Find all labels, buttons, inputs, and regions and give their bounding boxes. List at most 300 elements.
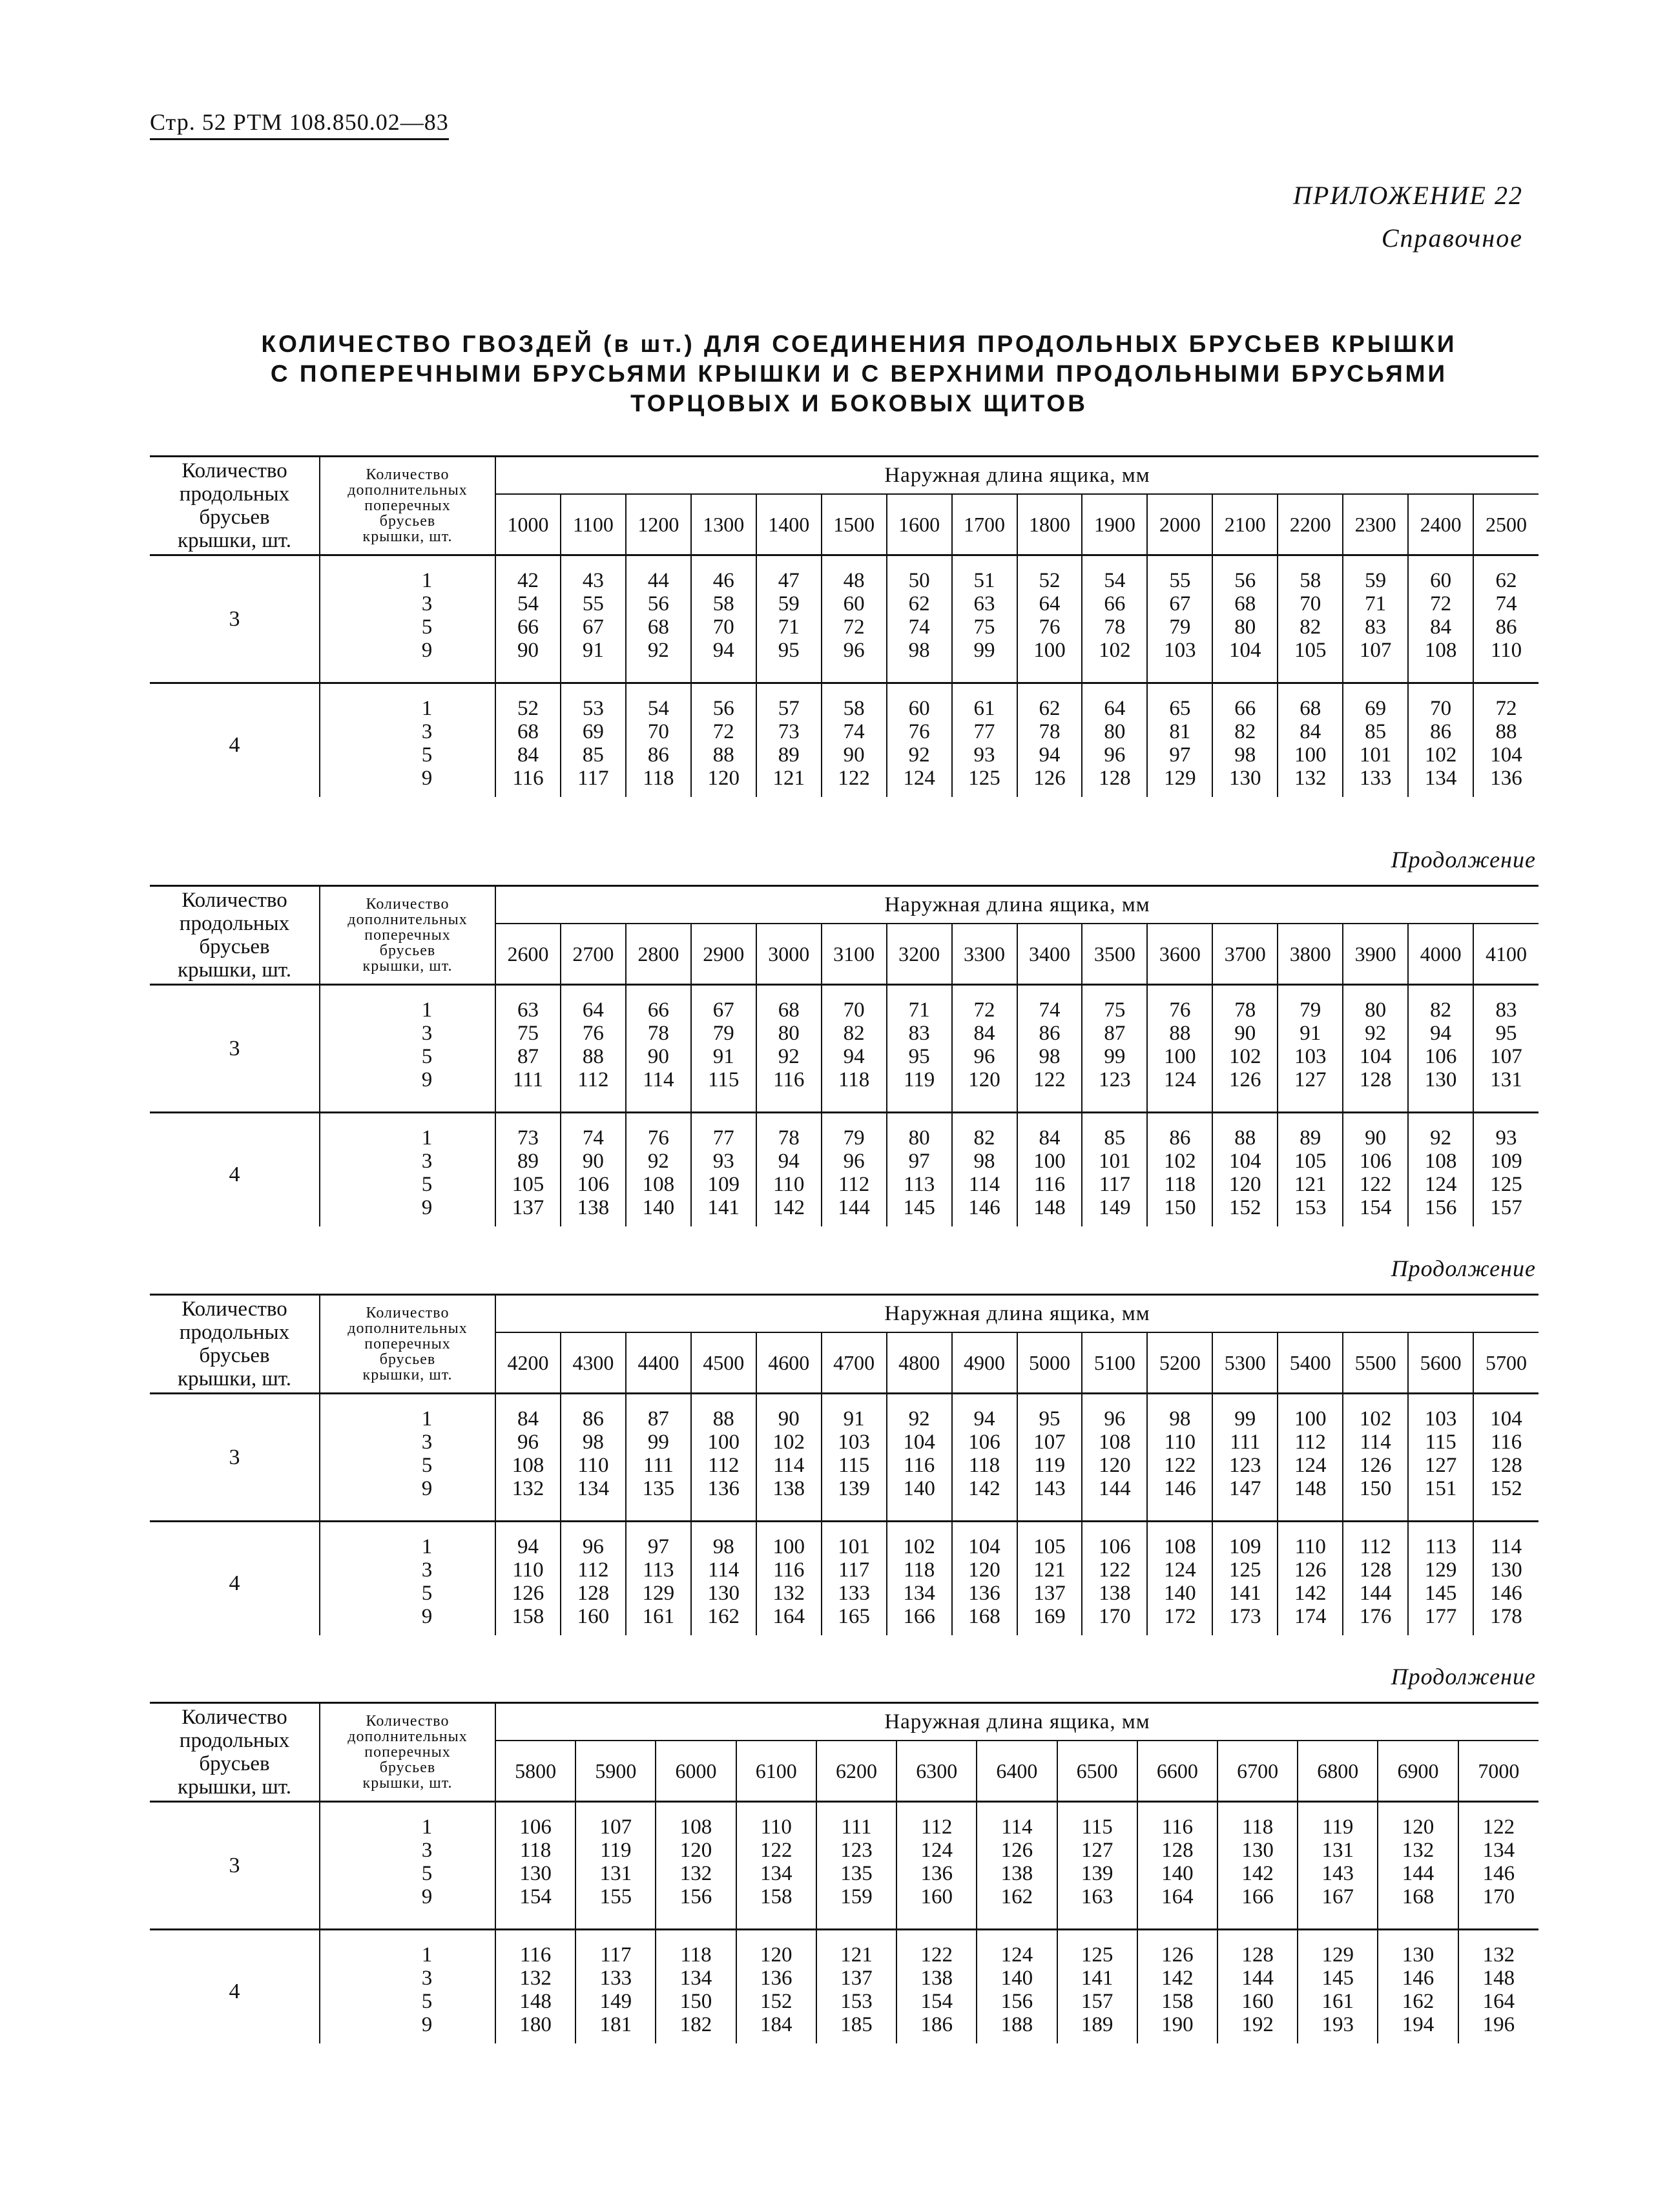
nail-table-2: [150, 885, 1538, 1226]
nail-count-value: 111: [841, 1815, 872, 1839]
nail-count-value: 68: [1234, 592, 1256, 615]
nail-count-value: 96: [843, 639, 865, 662]
nail-count-cell: [1408, 1113, 1473, 1227]
extra-header-line: дополнительных: [347, 1320, 468, 1337]
nail-count-value: 112: [921, 1815, 953, 1839]
nail-count-value: 110: [512, 1558, 544, 1582]
nail-count-cell: [822, 1113, 887, 1227]
nail-count-value: 88: [712, 1407, 734, 1431]
extra-count-value: 1: [421, 1407, 433, 1431]
nail-count-value: 133: [599, 1967, 632, 1990]
nail-count-value: 78: [1234, 998, 1256, 1022]
nail-count-value: 128: [1099, 767, 1131, 790]
extra-header-line: поперечных: [364, 497, 451, 514]
extra-header-line: крышки, шт.: [362, 958, 453, 975]
nail-count-value: 158: [1161, 1990, 1194, 2013]
nail-count-cell: [1082, 1394, 1147, 1522]
nail-count-value: 89: [778, 743, 800, 767]
nail-count-value: 64: [1039, 592, 1061, 615]
nail-count-value: 194: [1402, 2013, 1435, 2036]
nail-count-value: 84: [517, 1407, 539, 1431]
nail-count-cell: [952, 683, 1017, 798]
nail-count-value: 75: [517, 1022, 539, 1045]
nail-count-value: 138: [1099, 1582, 1131, 1605]
nail-count-value: 99: [1234, 1407, 1256, 1431]
nail-count-value: 72: [973, 998, 995, 1022]
extra-count-cell: [320, 1930, 495, 2044]
extra-count-value: 1: [421, 1943, 433, 1967]
nail-count-cell: [952, 1113, 1017, 1227]
nail-count-value: 166: [1241, 1885, 1274, 1908]
extra-header-line: крышки, шт.: [362, 1367, 453, 1383]
nail-count-value: 98: [908, 639, 930, 662]
nail-count-value: 152: [1490, 1477, 1522, 1500]
nail-count-cell: [977, 1802, 1057, 1930]
length-column-header: 6600: [1137, 1741, 1217, 1802]
nail-count-value: 172: [1164, 1605, 1196, 1628]
nail-count-cell: [575, 1802, 656, 1930]
extra-count-value: 5: [421, 1454, 433, 1477]
nail-table-3: [150, 1294, 1538, 1635]
table-row: [150, 1930, 1538, 2044]
nail-count-value: 114: [1360, 1431, 1391, 1454]
nail-count-value: 47: [778, 569, 800, 592]
length-column-header: 1900: [1082, 494, 1147, 555]
nail-count-value: 115: [838, 1454, 870, 1477]
nail-count-value: 55: [1169, 569, 1191, 592]
nail-count-value: 57: [778, 697, 800, 720]
table-row: [150, 1522, 1538, 1636]
nail-count-cell: [561, 985, 626, 1113]
table-row: [150, 985, 1538, 1113]
nail-count-value: 85: [1104, 1126, 1126, 1150]
nail-count-value: 90: [1365, 1126, 1387, 1150]
nail-count-value: 184: [760, 2013, 792, 2036]
nail-count-value: 123: [1229, 1454, 1261, 1477]
nail-count-value: 134: [760, 1862, 792, 1885]
nail-count-value: 120: [968, 1558, 1000, 1582]
rows-header-line: продольных: [179, 1729, 290, 1752]
nail-count-value: 124: [1424, 1173, 1457, 1196]
nail-count-cell: [626, 985, 691, 1113]
nail-count-cell: [1212, 985, 1278, 1113]
nail-count-value: 126: [1161, 1943, 1194, 1967]
nail-count-value: 97: [647, 1535, 669, 1558]
nail-count-value: 84: [517, 743, 539, 767]
nail-count-value: 118: [968, 1454, 1000, 1477]
nail-count-value: 120: [707, 767, 740, 790]
length-column-header: 4600: [756, 1332, 822, 1394]
nail-count-value: 192: [1241, 2013, 1274, 2036]
length-column-header: 4100: [1473, 924, 1538, 985]
nail-count-value: 105: [512, 1173, 544, 1196]
extra-header-line: поперечных: [364, 1336, 451, 1352]
extra-header-line: дополнительных: [347, 911, 468, 928]
nail-count-cell: [1147, 555, 1212, 683]
document-title: [245, 329, 1473, 419]
header-underline: [150, 138, 449, 140]
nail-count-value: 109: [1229, 1535, 1261, 1558]
nail-count-value: 161: [642, 1605, 675, 1628]
nail-count-value: 132: [512, 1477, 544, 1500]
nail-count-value: 46: [712, 569, 734, 592]
extra-header-line: Количество: [366, 1305, 450, 1321]
nail-count-cell: [656, 1802, 736, 1930]
nail-count-value: 80: [778, 1022, 800, 1045]
length-column-header: 5900: [575, 1741, 656, 1802]
extra-count-value: 5: [421, 1862, 433, 1885]
nail-count-value: 142: [1161, 1967, 1194, 1990]
nail-count-cell: [1212, 555, 1278, 683]
nail-count-value: 133: [1359, 767, 1392, 790]
nail-count-value: 88: [1234, 1126, 1256, 1150]
extra-header: [320, 1295, 495, 1394]
nail-count-value: 104: [968, 1535, 1000, 1558]
nail-count-cell: [887, 1394, 952, 1522]
nail-count-cell: [822, 1394, 887, 1522]
nail-count-value: 136: [968, 1582, 1000, 1605]
nail-count-value: 146: [1482, 1862, 1515, 1885]
nail-count-value: 83: [1365, 615, 1387, 639]
length-column-header: 2900: [691, 924, 756, 985]
nail-count-value: 154: [920, 1990, 953, 2013]
nail-count-value: 97: [908, 1150, 930, 1173]
nail-count-value: 189: [1081, 2013, 1113, 2036]
nail-count-value: 91: [582, 639, 604, 662]
length-header: Наружная длина ящика, мм: [495, 1703, 1538, 1741]
nail-count-value: 132: [1294, 767, 1327, 790]
nail-count-value: 56: [1234, 569, 1256, 592]
nail-count-cell: [816, 1930, 896, 2044]
nail-count-value: 112: [708, 1454, 740, 1477]
nail-count-value: 94: [1039, 743, 1061, 767]
nail-count-value: 116: [903, 1454, 935, 1477]
extra-count-cell: [320, 1802, 495, 1930]
nail-count-value: 122: [920, 1943, 953, 1967]
nail-count-value: 186: [920, 2013, 953, 2036]
nail-count-value: 99: [973, 639, 995, 662]
nail-count-value: 86: [647, 743, 669, 767]
nail-count-value: 152: [760, 1990, 792, 2013]
nail-count-value: 130: [519, 1862, 552, 1885]
nail-count-cell: [756, 1394, 822, 1522]
nail-count-cell: [1278, 555, 1343, 683]
nail-count-value: 161: [1321, 1990, 1354, 2013]
extra-count-value: 3: [421, 1558, 433, 1582]
nail-count-value: 124: [1000, 1943, 1033, 1967]
nail-count-value: 86: [582, 1407, 604, 1431]
nail-count-value: 72: [843, 615, 865, 639]
extra-count-value: 5: [421, 1045, 433, 1068]
extra-header: [320, 1703, 495, 1802]
nail-count-value: 123: [840, 1839, 873, 1862]
nail-count-value: 112: [577, 1068, 609, 1091]
nail-count-value: 76: [1169, 998, 1191, 1022]
nail-count-cell: [1473, 683, 1538, 798]
nail-count-value: 105: [1033, 1535, 1066, 1558]
nail-count-cell: [977, 1930, 1057, 2044]
length-column-header: 2500: [1473, 494, 1538, 555]
nail-count-cell: [756, 555, 822, 683]
extra-count-cell: [320, 555, 495, 683]
nail-count-value: 131: [599, 1862, 632, 1885]
nail-count-cell: [1082, 1113, 1147, 1227]
nail-count-value: 144: [1402, 1862, 1435, 1885]
nail-count-value: 146: [1164, 1477, 1196, 1500]
nail-count-value: 147: [1229, 1477, 1261, 1500]
extra-count-cell: [320, 1522, 495, 1636]
nail-count-value: 102: [903, 1535, 935, 1558]
extra-count-value: 9: [421, 2013, 433, 2036]
nail-count-value: 118: [1241, 1815, 1274, 1839]
nail-count-value: 160: [1241, 1990, 1274, 2013]
nail-count-value: 74: [582, 1126, 604, 1150]
table-row: [150, 683, 1538, 798]
nail-count-value: 118: [519, 1839, 552, 1862]
extra-count-value: 9: [421, 1477, 433, 1500]
nail-count-value: 100: [772, 1535, 805, 1558]
nail-count-value: 93: [973, 743, 995, 767]
nail-count-cell: [1408, 1394, 1473, 1522]
nail-count-value: 118: [680, 1943, 712, 1967]
extra-header-line: Количество: [366, 1713, 450, 1730]
nail-count-value: 71: [1365, 592, 1387, 615]
nail-count-value: 108: [679, 1815, 712, 1839]
nail-count-value: 104: [903, 1431, 935, 1454]
nail-count-value: 139: [838, 1477, 870, 1500]
nail-count-value: 132: [772, 1582, 805, 1605]
nail-count-value: 82: [973, 1126, 995, 1150]
rows-header-line: Количество: [181, 889, 287, 912]
length-column-header: 6000: [656, 1741, 736, 1802]
nail-count-value: 78: [1039, 720, 1061, 743]
nail-count-value: 109: [707, 1173, 740, 1196]
nail-count-value: 190: [1161, 2013, 1194, 2036]
table-row: [150, 1394, 1538, 1522]
length-column-header: 2400: [1408, 494, 1473, 555]
nail-count-value: 104: [1359, 1045, 1392, 1068]
nail-count-value: 101: [1359, 743, 1392, 767]
nail-count-value: 98: [582, 1431, 604, 1454]
nail-count-value: 60: [908, 697, 930, 720]
nail-count-value: 148: [1482, 1967, 1515, 1990]
nail-count-cell: [1278, 1394, 1343, 1522]
extra-header-line: крышки, шт.: [362, 1775, 453, 1792]
nail-count-value: 121: [1033, 1558, 1066, 1582]
nail-count-cell: [1343, 555, 1408, 683]
nail-count-value: 92: [1430, 1126, 1452, 1150]
nail-count-value: 88: [712, 743, 734, 767]
nail-count-value: 142: [1241, 1862, 1274, 1885]
length-column-header: 2300: [1343, 494, 1408, 555]
nail-count-value: 93: [712, 1150, 734, 1173]
nail-count-value: 104: [1490, 743, 1522, 767]
nail-count-value: 87: [1104, 1022, 1126, 1045]
nail-count-value: 100: [1033, 639, 1066, 662]
continuation-label-4: Продолжение: [1391, 1664, 1536, 1690]
nail-count-cell: [1278, 985, 1343, 1113]
nail-count-value: 90: [517, 639, 539, 662]
nail-count-value: 128: [1490, 1454, 1522, 1477]
extra-header-line: дополнительных: [347, 482, 468, 499]
nail-count-value: 62: [1495, 569, 1517, 592]
nail-count-value: 167: [1321, 1885, 1354, 1908]
nail-count-value: 118: [838, 1068, 870, 1091]
nail-count-value: 56: [712, 697, 734, 720]
extra-count-value: 1: [421, 569, 433, 592]
nail-count-cell: [1147, 683, 1212, 798]
nail-count-value: 94: [973, 1407, 995, 1431]
nail-count-cell: [691, 555, 756, 683]
nail-count-cell: [1082, 683, 1147, 798]
nail-count-value: 162: [1000, 1885, 1033, 1908]
nail-count-value: 128: [1359, 1558, 1392, 1582]
nail-count-value: 68: [647, 615, 669, 639]
nail-count-value: 122: [1359, 1173, 1392, 1196]
nail-count-value: 95: [908, 1045, 930, 1068]
nail-count-value: 107: [1490, 1045, 1522, 1068]
nail-count-value: 71: [778, 615, 800, 639]
nail-count-value: 74: [1039, 998, 1061, 1022]
nail-count-value: 98: [1039, 1045, 1061, 1068]
nail-count-value: 48: [843, 569, 865, 592]
nail-count-cell: [626, 1522, 691, 1636]
extra-count-cell: [320, 683, 495, 798]
extra-count-value: 9: [421, 1885, 433, 1908]
nail-count-value: 164: [1161, 1885, 1194, 1908]
nail-count-value: 79: [843, 1126, 865, 1150]
rows-count-cell: 3: [150, 1802, 320, 1930]
nail-count-value: 130: [1402, 1943, 1435, 1967]
length-column-header: 6800: [1298, 1741, 1378, 1802]
length-column-header: 2200: [1278, 494, 1343, 555]
nail-count-value: 62: [908, 592, 930, 615]
nail-count-cell: [1473, 555, 1538, 683]
nail-count-value: 63: [517, 998, 539, 1022]
nail-count-value: 67: [712, 998, 734, 1022]
nail-count-value: 63: [973, 592, 995, 615]
nail-count-cell: [1278, 1113, 1343, 1227]
nail-count-cell: [1212, 1113, 1278, 1227]
table-row: [150, 555, 1538, 683]
rows-header: [150, 1295, 320, 1394]
nail-count-value: 96: [973, 1045, 995, 1068]
nail-count-value: 89: [517, 1150, 539, 1173]
nail-count-cell: [1017, 683, 1082, 798]
length-column-header: 5500: [1343, 1332, 1408, 1394]
nail-count-value: 121: [1294, 1173, 1327, 1196]
nail-count-value: 132: [679, 1862, 712, 1885]
nail-count-value: 91: [712, 1045, 734, 1068]
rows-header-line: Количество: [181, 1297, 287, 1321]
length-column-header: 6100: [736, 1741, 816, 1802]
length-column-header: 1600: [887, 494, 952, 555]
nail-count-value: 130: [1424, 1068, 1457, 1091]
nail-count-value: 87: [647, 1407, 669, 1431]
rows-header-line: крышки, шт.: [178, 1367, 291, 1390]
nail-count-value: 122: [1099, 1558, 1131, 1582]
nail-count-value: 108: [512, 1454, 544, 1477]
nail-count-value: 95: [778, 639, 800, 662]
nail-count-value: 78: [1104, 615, 1126, 639]
nail-count-value: 182: [679, 2013, 712, 2036]
nail-count-value: 159: [840, 1885, 873, 1908]
nail-table-4: [150, 1702, 1538, 2043]
nail-count-value: 76: [582, 1022, 604, 1045]
nail-count-value: 87: [517, 1045, 539, 1068]
length-column-header: 6700: [1217, 1741, 1298, 1802]
nail-count-cell: [1473, 985, 1538, 1113]
nail-count-value: 117: [1099, 1173, 1131, 1196]
nail-count-value: 79: [712, 1022, 734, 1045]
nail-count-cell: [691, 683, 756, 798]
length-column-header: 6500: [1057, 1741, 1137, 1802]
nail-count-value: 120: [760, 1943, 792, 1967]
nail-count-value: 71: [908, 998, 930, 1022]
nail-count-value: 138: [1000, 1862, 1033, 1885]
nail-count-value: 100: [1033, 1150, 1066, 1173]
extra-header-line: брусьев: [379, 513, 436, 530]
nail-count-value: 157: [1490, 1196, 1522, 1219]
nail-count-cell: [575, 1930, 656, 2044]
rows-header-line: крышки, шт.: [178, 529, 291, 552]
length-column-header: 3400: [1017, 924, 1082, 985]
nail-count-value: 110: [1164, 1431, 1196, 1454]
extra-count-value: 1: [421, 697, 433, 720]
extra-count-value: 1: [421, 1535, 433, 1558]
nail-count-value: 114: [708, 1558, 740, 1582]
nail-count-value: 170: [1099, 1605, 1131, 1628]
rows-header-line: продольных: [179, 1321, 290, 1344]
nail-count-value: 129: [642, 1582, 675, 1605]
nail-count-value: 130: [1490, 1558, 1522, 1582]
nail-count-value: 114: [643, 1068, 674, 1091]
nail-count-value: 84: [973, 1022, 995, 1045]
extra-header-line: дополнительных: [347, 1728, 468, 1745]
nail-count-value: 116: [773, 1558, 805, 1582]
rows-count-cell: 3: [150, 555, 320, 683]
nail-count-value: 106: [968, 1431, 1000, 1454]
nail-count-value: 82: [1234, 720, 1256, 743]
nail-count-value: 59: [778, 592, 800, 615]
nail-count-value: 124: [1164, 1558, 1196, 1582]
nail-count-value: 91: [843, 1407, 865, 1431]
extra-count-value: 5: [421, 1173, 433, 1196]
nail-count-value: 70: [1430, 697, 1452, 720]
nail-count-value: 112: [1360, 1535, 1391, 1558]
nail-count-cell: [1408, 1522, 1473, 1636]
nail-count-value: 144: [1359, 1582, 1392, 1605]
nail-count-value: 104: [1490, 1407, 1522, 1431]
nail-count-cell: [1147, 1113, 1212, 1227]
nail-count-cell: [1147, 1394, 1212, 1522]
nail-count-cell: [822, 683, 887, 798]
nail-count-value: 131: [1321, 1839, 1354, 1862]
nail-count-value: 127: [1424, 1454, 1457, 1477]
nail-count-value: 102: [1229, 1045, 1261, 1068]
rows-header: [150, 886, 320, 985]
nail-count-cell: [1082, 985, 1147, 1113]
nail-count-value: 70: [843, 998, 865, 1022]
nail-count-value: 142: [772, 1196, 805, 1219]
nail-count-value: 85: [1365, 720, 1387, 743]
nail-count-value: 75: [1104, 998, 1126, 1022]
nail-count-value: 99: [1104, 1045, 1126, 1068]
nail-count-value: 177: [1424, 1605, 1457, 1628]
extra-count-value: 5: [421, 1582, 433, 1605]
nail-count-value: 144: [1099, 1477, 1131, 1500]
nail-count-value: 162: [707, 1605, 740, 1628]
